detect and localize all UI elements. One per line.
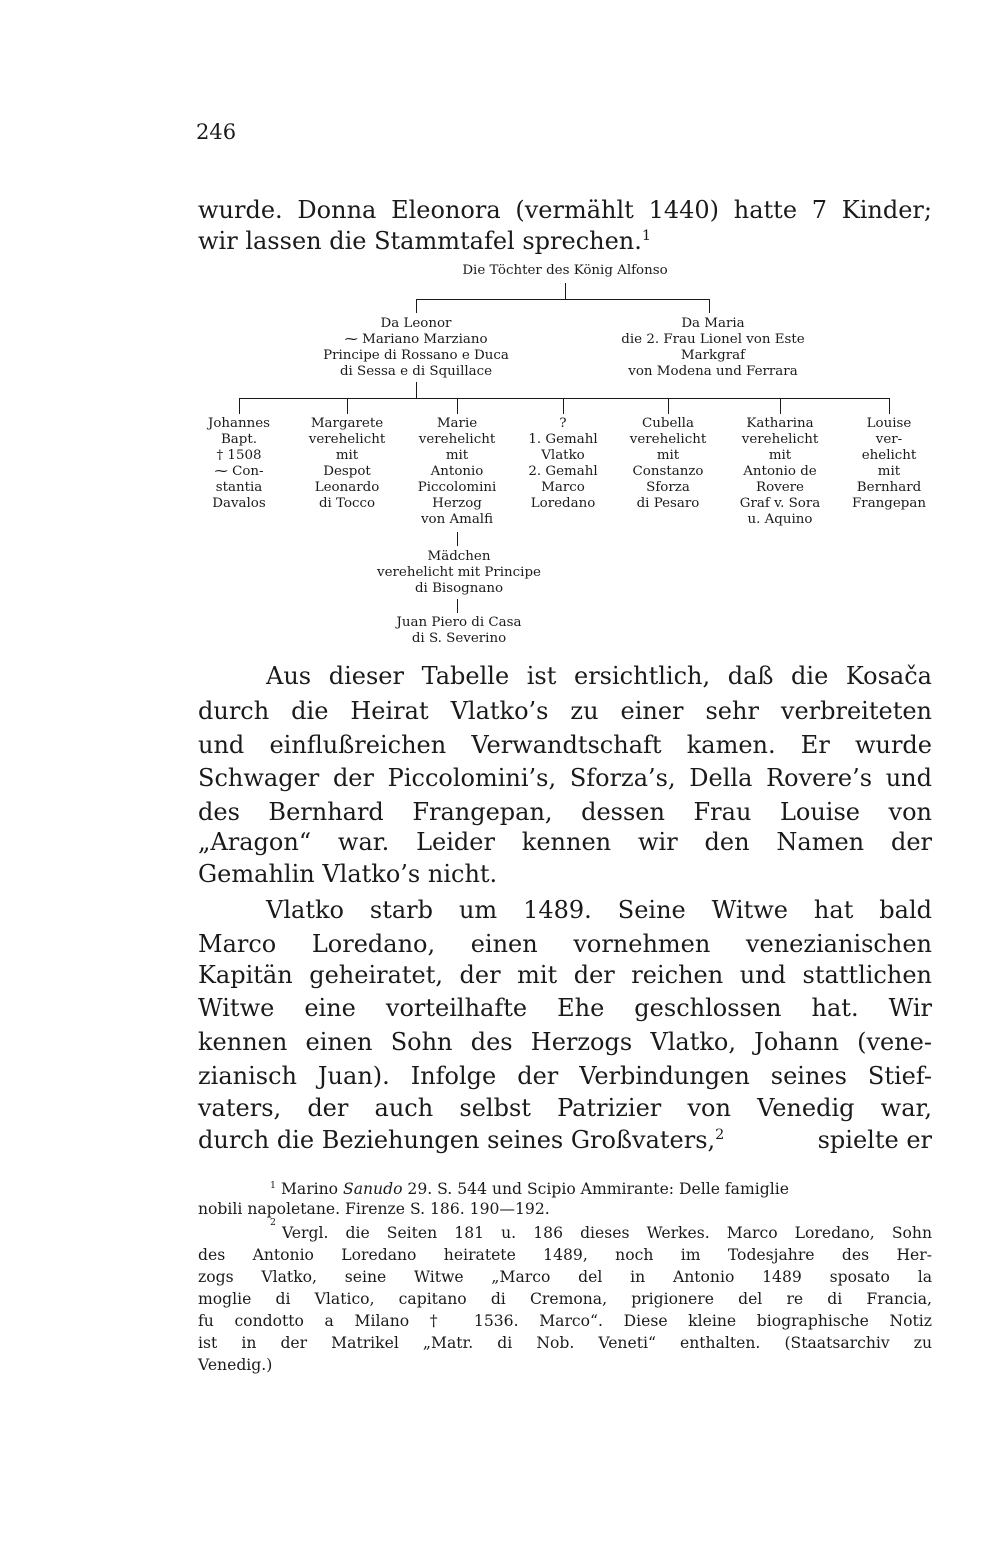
node-line: verehelicht	[629, 432, 707, 447]
tree-node-maria	[621, 316, 804, 380]
node-line: Herzog	[432, 496, 482, 511]
node-line: Rovere	[756, 480, 804, 495]
node-line: Bapt.	[220, 432, 258, 447]
tree-node-margarete	[309, 416, 385, 512]
tree-connector	[457, 532, 458, 546]
node-line: stantia	[215, 480, 263, 495]
footnote-line: fu condotto a Milano † 1536. Marco“. Diese kleine biographische Notiz	[198, 1312, 932, 1330]
tree-connector	[457, 599, 458, 613]
footnote-text: 29. S. 544 und Scipio Ammirante: Delle famiglie	[402, 1180, 789, 1198]
node-line: Marco	[541, 480, 585, 495]
node-line: Frangepan	[852, 496, 926, 511]
footnote-line: ist in der Matrikel „Matr. di Nob. Veneti“ enthalten. (Staatsarchiv zu	[198, 1334, 932, 1352]
node-line: Leonardo	[314, 480, 380, 495]
footnote-2	[270, 1217, 932, 1243]
node-line: Markgraf	[680, 348, 746, 363]
node-line: Louise	[866, 416, 912, 431]
node-line: Johannes	[207, 416, 271, 431]
tree-node-louise	[852, 416, 926, 512]
node-line: di Tocco	[318, 496, 376, 511]
node-line: Mädchen	[427, 549, 491, 564]
body-text	[198, 1126, 724, 1154]
body-line: Gemahlin Vlatko’s nicht.	[198, 860, 498, 888]
tree-connector	[709, 299, 710, 313]
node-line: ⁓ Mariano Marziano	[344, 332, 488, 347]
body-line: durch die Heirat Vlatko’s zu einer sehr verbreiteten	[198, 697, 932, 725]
tree-node-cubella	[630, 416, 706, 512]
body-line: des Bernhard Frangepan, dessen Frau Louise von	[198, 798, 932, 826]
node-line: Marie	[436, 416, 478, 431]
node-line: Antonio de	[743, 464, 817, 479]
node-line: Juan Piero di Casa	[396, 615, 522, 630]
body-line: vaters, der auch selbst Patrizier von Venedig war,	[198, 1094, 932, 1122]
body-line: Vlatko starb um 1489. Seine Witwe hat bald	[266, 896, 932, 924]
node-line: mit	[768, 448, 792, 463]
body-text: spielte er	[817, 1126, 932, 1154]
footnote-1	[270, 1179, 932, 1199]
footnote-text: Marino	[280, 1180, 344, 1198]
node-line: verehelicht	[741, 432, 819, 447]
tree-connector	[416, 382, 417, 398]
node-line: ver-	[875, 432, 903, 447]
tree-connector	[416, 299, 417, 313]
node-line: di Sessa e di Squillace	[339, 364, 493, 379]
node-line: Despot	[323, 464, 371, 479]
node-line: 1. Gemahl	[528, 432, 598, 447]
tree-connector	[457, 398, 458, 414]
node-line: Piccolomini	[417, 480, 497, 495]
footnote-text: Vergl. die Seiten 181 u. 186 dieses Werkes. Marco Loredano, Sohn	[281, 1224, 932, 1242]
footnote-line: nobili napoletane. Firenze S. 186. 190—192.	[198, 1200, 550, 1218]
node-line: mit	[877, 464, 901, 479]
tree-connector	[347, 398, 348, 414]
body-line: Aus dieser Tabelle ist ersichtlich, daß die Kosača	[266, 662, 932, 690]
body-line: Schwager der Piccolomini’s, Sforza’s, Della Rovere’s und	[198, 764, 932, 792]
node-line: verehelicht	[418, 432, 496, 447]
body-line	[198, 1126, 932, 1154]
body-line: wurde. Donna Eleonora (vermählt 1440) hatte 7 Kinder;	[198, 196, 932, 224]
node-line: Constanzo	[632, 464, 704, 479]
footnote-mark: 1	[270, 1179, 276, 1191]
tree-node-juan	[397, 615, 522, 647]
node-line: ?	[559, 416, 567, 431]
node-line: Margarete	[310, 416, 384, 431]
node-line: di Pesaro	[636, 496, 700, 511]
footnote-line: zogs Vlatko, seine Witwe „Marco del in Antonio 1489 sposato la	[198, 1268, 932, 1286]
tree-root: Die Töchter des König Alfonso	[462, 263, 668, 278]
node-line: von Modena und Ferrara	[628, 364, 798, 379]
node-line: Loredano	[530, 496, 596, 511]
tree-node-marie	[418, 416, 497, 528]
tree-connector	[889, 398, 890, 414]
node-line: Sforza	[646, 480, 690, 495]
node-line: Katharina	[746, 416, 814, 431]
tree-connector	[668, 398, 669, 414]
node-line: mit	[656, 448, 680, 463]
node-line: die 2. Frau Lionel von Este	[621, 332, 805, 347]
tree-node-katharina	[740, 416, 820, 528]
footnote-author: Sanudo	[343, 1180, 403, 1198]
footnote-mark: 2	[270, 1217, 276, 1228]
node-line: ehelicht	[861, 448, 917, 463]
body-text: wir lassen die Stammtafel sprechen.	[198, 227, 642, 255]
node-line: Cubella	[642, 416, 694, 431]
footnote-line: Venedig.)	[198, 1356, 273, 1374]
node-line: mit	[335, 448, 359, 463]
node-line: verehelicht	[308, 432, 386, 447]
tree-node-maedchen	[377, 549, 541, 597]
footnote-line: moglie di Vlatico, capitano di Cremona, prigionere del re di Francia,	[198, 1290, 932, 1308]
node-line: Da Maria	[681, 316, 745, 331]
node-line: Antonio	[430, 464, 484, 479]
tree-connector	[239, 398, 890, 399]
body-line: zianisch Juan). Infolge der Verbindungen seines Stief-	[198, 1062, 932, 1090]
body-line: kennen einen Sohn des Herzogs Vlatko, Johann (vene-	[198, 1028, 932, 1056]
tree-node-unknown	[528, 416, 597, 512]
body-text: durch die Beziehungen seines Großvaters,	[198, 1126, 716, 1154]
node-line: verehelicht mit Principe	[377, 565, 541, 580]
node-line: ⁓ Con-	[214, 464, 264, 479]
node-line: mit	[445, 448, 469, 463]
body-line: und einflußreichen Verwandtschaft kamen. Er wurde	[198, 731, 932, 759]
footnote-line: des Antonio Loredano heiratete 1489, noch im Todesjahre des Her-	[198, 1246, 932, 1264]
node-line: di S. Severino	[411, 631, 507, 646]
node-line: Vlatko	[541, 448, 585, 463]
page-number: 246	[196, 120, 237, 144]
footnote-text	[270, 1179, 789, 1199]
tree-connector	[416, 299, 710, 300]
body-line: „Aragon“ war. Leider kennen wir den Namen der	[198, 828, 932, 856]
node-line: di Bisognano	[414, 581, 504, 596]
node-line: Graf v. Sora	[739, 496, 821, 511]
node-line: † 1508	[216, 448, 262, 463]
body-line: Kapitän geheiratet, der mit der reichen und stattlichen	[198, 961, 932, 989]
footnote-ref: 1	[641, 228, 652, 244]
body-line: Marco Loredano, einen vornehmen venezianischen	[198, 930, 932, 958]
body-line	[198, 227, 651, 255]
node-line: Bernhard	[856, 480, 922, 495]
node-line: Davalos	[212, 496, 266, 511]
tree-node-leonor	[323, 316, 509, 380]
tree-connector	[780, 398, 781, 414]
node-line: Principe di Rossano e Duca	[323, 348, 509, 363]
tree-node-johannes	[208, 416, 270, 512]
body-line: Witwe eine vorteilhafte Ehe geschlossen hat. Wir	[198, 994, 932, 1022]
node-line: 2. Gemahl	[528, 464, 598, 479]
footnote-ref: 2	[715, 1127, 725, 1143]
tree-connector	[563, 398, 564, 414]
tree-connector	[239, 398, 240, 414]
node-line: Da Leonor	[380, 316, 452, 331]
node-line: von Amalfi	[420, 512, 494, 527]
node-line: u. Aquino	[747, 512, 813, 527]
tree-connector	[565, 283, 566, 299]
